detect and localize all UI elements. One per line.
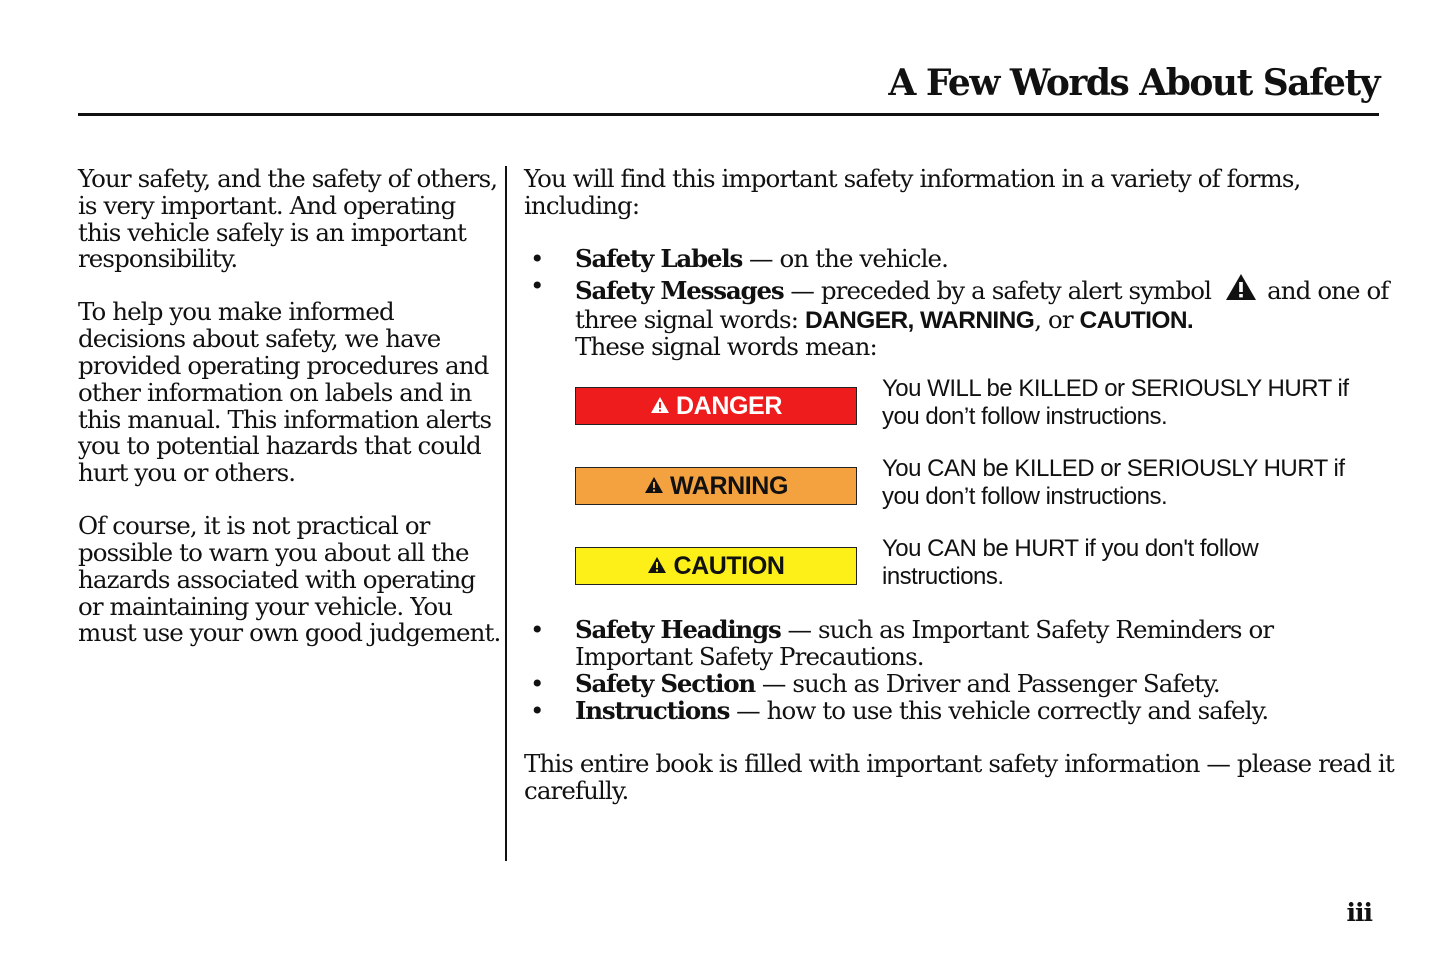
bullet-safety-messages [524,270,1394,362]
left-column [78,166,503,673]
alert-triangle-icon [644,473,664,500]
alert-triangle-icon [647,553,667,580]
bullet-safety-labels [524,246,1394,273]
bullet-text: such as Important Safety Reminders or Important Safety Precautions. [575,615,1274,672]
warning-description: You CAN be KILLED or SERIOUSLY HURT if you don’t follow instructions. [882,455,1345,510]
bullet-term: Safety Headings [575,615,781,645]
signal-word-caution: CAUTION [1079,306,1187,334]
bullet-safety-headings [524,617,1394,671]
em-dash: — [790,275,814,305]
bullet-instructions [524,695,1394,725]
caution-description: You CAN be HURT if you don't follow instructions. [882,535,1259,590]
closing-paragraph: This entire book is filled with important safety information — please read it carefully. [524,748,1394,805]
bullet-dot: • [530,615,544,645]
bullet-text: how to use this vehicle correctly and safely. [766,695,1269,725]
bullet-safety-section [524,668,1394,698]
caution-label: CAUTION [575,547,857,585]
bullet-text: on the vehicle. [779,244,949,274]
bullet-dot: • [530,244,544,274]
bullet-dot: • [530,695,544,725]
bullet-text: such as Driver and Passenger Safety. [792,668,1220,698]
em-dash: — [749,244,773,274]
bullet-text-suffix: and one of [1267,275,1389,305]
bullet-dot: • [530,668,544,698]
right-column [524,166,1394,805]
em-dash: — [736,695,760,725]
bullet-term: Safety Section [575,668,755,698]
danger-label: DANGER [575,387,857,425]
bullet-term: Safety Messages [575,275,784,305]
intro-paragraph: You will find this important safety information in a variety of forms, including: [524,164,1301,220]
paragraph-judgement: Of course, it is not practical or possible to warn you about all the hazards associated with operating or maintaining your vehicle. You must use your own good judgement. [78,511,501,648]
bullet-term: Safety Labels [575,244,743,274]
signal-words-intro: These signal words mean: [575,332,877,362]
warning-label: WARNING [575,467,857,505]
alert-triangle-icon [650,393,670,420]
header-rule [78,113,1379,116]
page-title: A Few Words About Safety [888,62,1379,104]
bullet-dot: • [530,270,544,300]
signal-or: , or [1034,304,1080,334]
em-dash: — [787,615,812,645]
page-number: iii [1346,898,1372,927]
signal-words-prefix: three signal words: [575,304,805,334]
signal-word-warning: WARNING [919,306,1035,334]
paragraph-safety-importance: Your safety, and the safety of others, is very important. And operating this vehicle safely is an important responsibility. [78,164,498,274]
signal-word-danger: DANGER [804,306,908,334]
em-dash: — [761,668,786,698]
bullet-term: Instructions [575,695,730,725]
safety-alert-triangle-icon [1225,273,1257,307]
paragraph-informed-decisions: To help you make informed decisions about safety, we have provided operating procedures and other information on labels and in this manual. This information alerts you to potential hazards that could hurt you or others. [78,297,492,488]
signal-end: . [1186,306,1194,334]
signal-sep: , [907,306,920,334]
danger-description: You WILL be KILLED or SERIOUSLY HURT if you don’t follow instructions. [882,375,1349,430]
bullet-text: preceded by a safety alert symbol [820,275,1212,305]
signal-words-table [524,375,1394,615]
column-divider [505,166,507,861]
